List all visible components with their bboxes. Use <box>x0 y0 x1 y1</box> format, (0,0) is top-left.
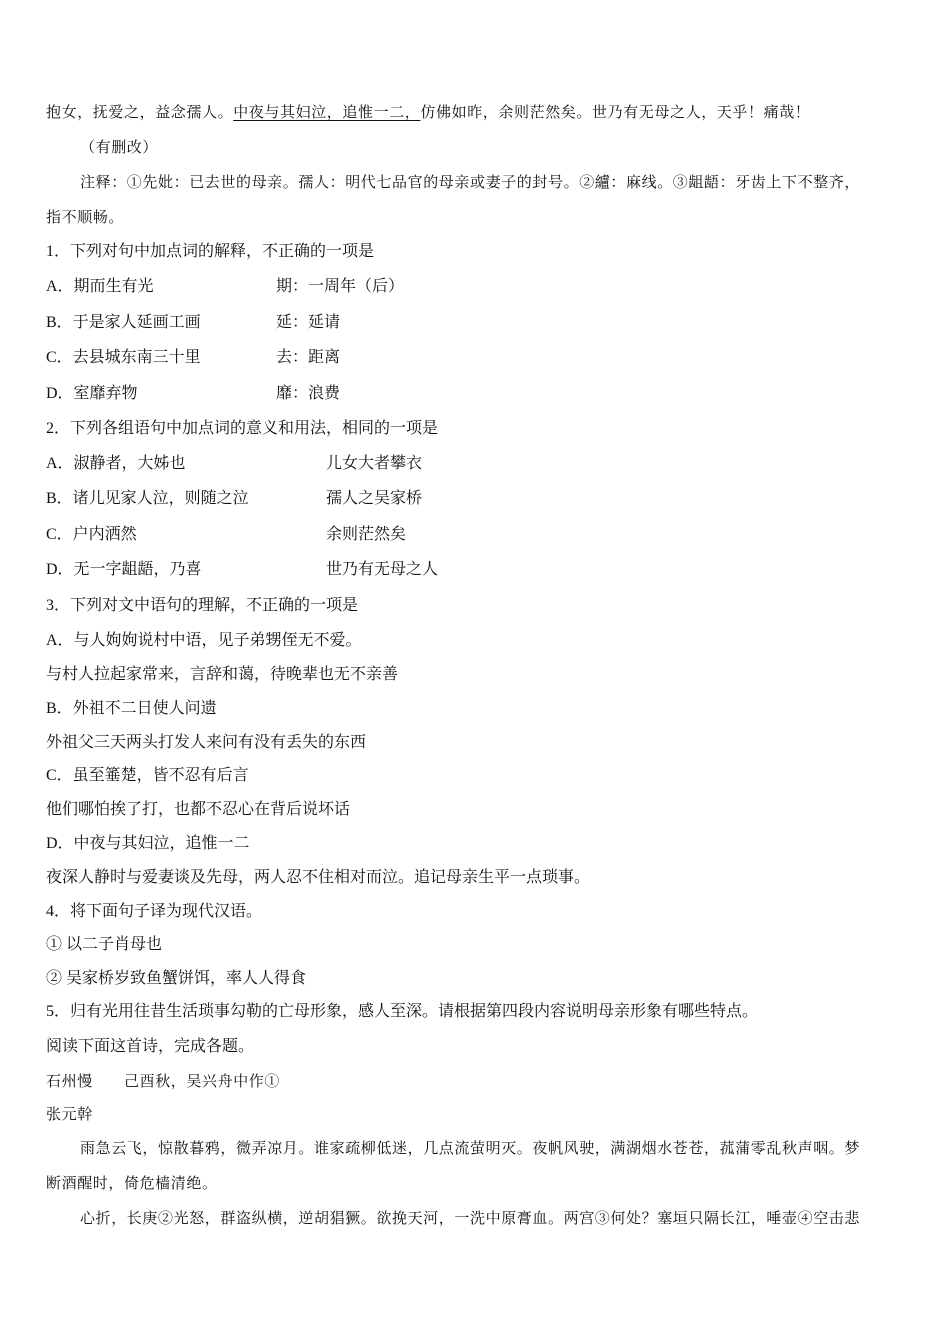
underlined-sentence: 中夜与其妇泣，追惟一二， <box>233 103 421 121</box>
q2-option-d: D．无一字龃龉，乃喜 <box>46 561 202 578</box>
question-4-stem: 4．将下面句子译为现代汉语。 <box>46 903 263 920</box>
passage-text: 仿佛如昨，余则茫然矣。世乃有无母之人，天乎！痛哉！ <box>420 103 811 121</box>
q4-item-1: ① 以二子肖母也 <box>46 936 163 953</box>
poem-stanza-line: 雨急云飞，惊散暮鸦，微弄凉月。谁家疏柳低迷，几点流萤明灭。夜帆风驶，满湖烟水苍苍，菰蒲零乱秋声咽。梦 <box>80 1139 861 1157</box>
q2-option-c-pair: 余则茫然矣 <box>326 526 407 543</box>
q1-option-a: A．期而生有光 <box>46 278 154 295</box>
poem-stanza-line: 心折，长庚②光怒，群盗纵横，逆胡猖獗。欲挽天河，一洗中原膏血。两宫③何处？塞垣只隔长江，唾壶④空击悲 <box>80 1209 861 1227</box>
q3-option-a-explain: 与村人拉起家常来，言辞和蔼，待晚辈也无不亲善 <box>46 666 399 683</box>
q3-option-d-sentence: D．中夜与其妇泣，追惟一二 <box>46 835 250 852</box>
poem-stanza-line: 断酒醒时，倚危樯清绝。 <box>46 1174 218 1192</box>
q3-option-d-explain: 夜深人静时与爱妻谈及先母，两人忍不住相对而泣。追记母亲生平一点琐事。 <box>46 869 591 886</box>
passage-text: 抱女，抚爱之，益念孺人。 <box>46 103 234 121</box>
q2-option-a: A．淑静者，大姊也 <box>46 455 186 472</box>
q1-option-b: B．于是家人延画工画 <box>46 314 201 331</box>
q1-option-a-gloss: 期：一周年（后） <box>276 278 405 295</box>
q3-option-a-sentence: A．与人姁姁说村中语，见子弟甥侄无不爱。 <box>46 632 362 649</box>
passage-closing-line <box>46 101 810 123</box>
q1-option-b-gloss: 延：延请 <box>276 314 341 331</box>
q1-option-c: C．去县城东南三十里 <box>46 349 201 366</box>
q3-option-c-sentence: C．虽至箠楚，皆不忍有后言 <box>46 767 249 784</box>
q2-option-d-pair: 世乃有无母之人 <box>326 561 439 578</box>
question-3-stem: 3．下列对文中语句的理解，不正确的一项是 <box>46 597 359 614</box>
q3-option-b-sentence: B．外祖不二日使人问遗 <box>46 700 217 717</box>
q2-option-b-pair: 孺人之吴家桥 <box>326 490 423 507</box>
annotation-line: 注释：①先妣：已去世的母亲。孺人：明代七品官的母亲或妻子的封号。②纑：麻线。③龃龉：牙齿上下不整齐， <box>80 173 861 191</box>
poem-title: 石州慢 己酉秋，吴兴舟中作① <box>46 1072 281 1090</box>
q3-option-b-explain: 外祖父三天两头打发人来问有没有丢失的东西 <box>46 734 367 751</box>
q2-option-b: B．诸儿见家人泣，则随之泣 <box>46 490 249 507</box>
q1-option-d-gloss: 靡：浪费 <box>276 385 341 402</box>
poem-author: 张元幹 <box>46 1105 93 1123</box>
question-1-stem: 1．下列对句中加点词的解释，不正确的一项是 <box>46 243 375 260</box>
q1-option-d: D．室靡弃物 <box>46 385 138 402</box>
annotation-line: 指不顺畅。 <box>46 208 125 226</box>
q3-option-c-explain: 他们哪怕挨了打，也都不忍心在背后说坏话 <box>46 801 351 818</box>
q2-option-c: C．户内洒然 <box>46 526 137 543</box>
question-5-stem: 5．归有光用往昔生活琐事勾勒的亡母形象，感人至深。请根据第四段内容说明母亲形象有哪些特点。 <box>46 1003 759 1020</box>
question-2-stem: 2．下列各组语句中加点词的意义和用法，相同的一项是 <box>46 420 439 437</box>
q1-option-c-gloss: 去：距离 <box>276 349 341 366</box>
poem-intro: 阅读下面这首诗，完成各题。 <box>46 1038 255 1055</box>
q4-item-2: ② 吴家桥岁致鱼蟹饼饵，率人人得食 <box>46 970 307 987</box>
edited-note: （有删改） <box>80 138 159 156</box>
q2-option-a-pair: 儿女大者攀衣 <box>326 455 423 472</box>
